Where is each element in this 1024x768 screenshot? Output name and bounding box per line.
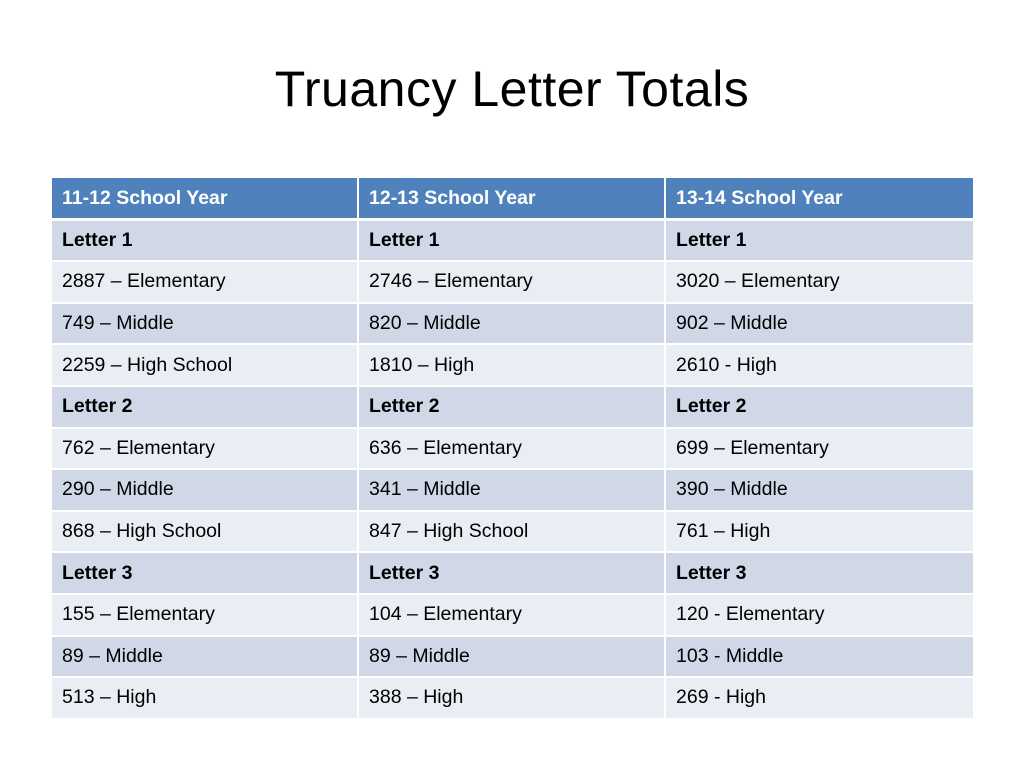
table-cell: Letter 2 bbox=[358, 386, 665, 428]
table-cell: 513 – High bbox=[52, 677, 358, 719]
table-cell: 341 – Middle bbox=[358, 469, 665, 511]
table-cell: 103 - Middle bbox=[665, 636, 973, 678]
table-cell: 636 – Elementary bbox=[358, 428, 665, 470]
table-cell: 388 – High bbox=[358, 677, 665, 719]
table-row bbox=[52, 303, 973, 345]
table-cell: Letter 1 bbox=[52, 220, 358, 262]
table-row bbox=[52, 511, 973, 553]
table-cell: 2610 - High bbox=[665, 344, 973, 386]
truancy-totals-table bbox=[52, 178, 973, 720]
table-cell: Letter 3 bbox=[52, 552, 358, 594]
table-cell: 820 – Middle bbox=[358, 303, 665, 345]
table-cell: Letter 2 bbox=[52, 386, 358, 428]
table-row bbox=[52, 677, 973, 719]
column-header-13-14: 13-14 School Year bbox=[665, 178, 973, 220]
table-cell: 89 – Middle bbox=[358, 636, 665, 678]
table-cell: 2887 – Elementary bbox=[52, 261, 358, 303]
table-cell: 762 – Elementary bbox=[52, 428, 358, 470]
table-row-letter-1 bbox=[52, 220, 973, 262]
table-cell: 749 – Middle bbox=[52, 303, 358, 345]
table-cell: Letter 3 bbox=[358, 552, 665, 594]
table-row-letter-3 bbox=[52, 552, 973, 594]
table-row bbox=[52, 594, 973, 636]
table-row bbox=[52, 344, 973, 386]
table-cell: 2259 – High School bbox=[52, 344, 358, 386]
column-header-12-13: 12-13 School Year bbox=[358, 178, 665, 220]
table-row bbox=[52, 636, 973, 678]
table-cell: 761 – High bbox=[665, 511, 973, 553]
table-cell: 868 – High School bbox=[52, 511, 358, 553]
table-cell: 290 – Middle bbox=[52, 469, 358, 511]
table-header-row bbox=[52, 178, 973, 220]
table-cell: 89 – Middle bbox=[52, 636, 358, 678]
table-cell: Letter 2 bbox=[665, 386, 973, 428]
table-cell: Letter 1 bbox=[665, 220, 973, 262]
table-cell: 269 - High bbox=[665, 677, 973, 719]
table-cell: 2746 – Elementary bbox=[358, 261, 665, 303]
slide-title: Truancy Letter Totals bbox=[274, 61, 750, 117]
table-row bbox=[52, 469, 973, 511]
table-cell: 390 – Middle bbox=[665, 469, 973, 511]
table-cell: 902 – Middle bbox=[665, 303, 973, 345]
table-cell: 1810 – High bbox=[358, 344, 665, 386]
table-cell: 699 – Elementary bbox=[665, 428, 973, 470]
table-cell: 3020 – Elementary bbox=[665, 261, 973, 303]
table-row-letter-2 bbox=[52, 386, 973, 428]
table-cell: 155 – Elementary bbox=[52, 594, 358, 636]
table-cell: 104 – Elementary bbox=[358, 594, 665, 636]
table-row bbox=[52, 428, 973, 470]
column-header-11-12: 11-12 School Year bbox=[52, 178, 358, 220]
table-row bbox=[52, 261, 973, 303]
table-cell: 120 - Elementary bbox=[665, 594, 973, 636]
table-cell: Letter 1 bbox=[358, 220, 665, 262]
table-cell: 847 – High School bbox=[358, 511, 665, 553]
table-cell: Letter 3 bbox=[665, 552, 973, 594]
